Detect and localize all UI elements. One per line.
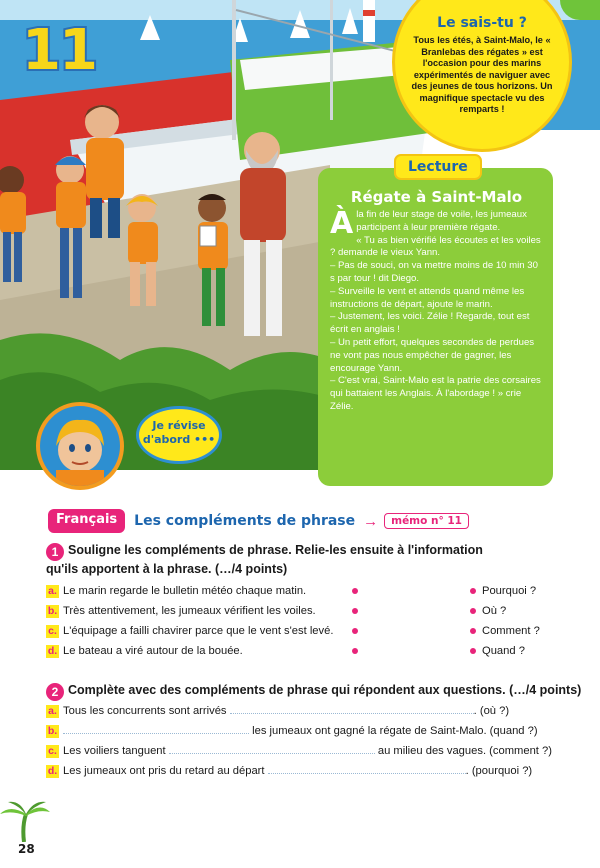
item-sentence[interactable]: Le bateau a viré autour de la bouée.: [63, 645, 243, 657]
exercise-1-item: [46, 643, 243, 659]
sentence-start: Tous les concurrents sont arrivés: [63, 705, 227, 717]
reading-intro: la fin de leur stage de voile, les jumeaux participent à leur première régate.: [356, 209, 527, 233]
exercise-2-item: [46, 743, 552, 759]
item-letter: c.: [46, 625, 59, 638]
sentence-end: . (pourquoi ?): [465, 765, 533, 777]
exercise-2-points: (…/4 points): [509, 683, 582, 697]
item-sentence[interactable]: Très attentivement, les jumeaux vérifient les voiles.: [63, 605, 316, 617]
match-dot-left[interactable]: [352, 608, 358, 614]
sentence-end: . (où ?): [473, 705, 510, 717]
item-letter: a.: [46, 585, 59, 598]
match-dot-left[interactable]: [352, 628, 358, 634]
exercise-2-item: [46, 703, 509, 719]
reading-paragraph: – Justement, les voici. Zélie ! Regarde, tout est écrit en anglais !: [330, 311, 530, 336]
match-answer: Pourquoi ?: [482, 585, 537, 597]
reading-paragraph: – Un petit effort, quelques secondes de perdues ne vont pas nous empêcher de gagner, les encourage Yann.: [330, 336, 535, 374]
match-answer: Quand ?: [482, 645, 525, 657]
item-letter: d.: [47, 765, 58, 777]
match-dot-left[interactable]: [352, 648, 358, 654]
reading-paragraph: – C'est vrai, Saint-Malo est la patrie des corsaires qui battaient les Anglais. À l'abordage ! » crie Zélie.: [330, 375, 541, 412]
answer-blank[interactable]: [230, 704, 474, 714]
exercise-1-title: [46, 542, 483, 577]
exercise-1-points: (…/4 points): [215, 562, 288, 576]
reading-paragraph: – Pas de souci, on va mettre moins de 10 min 30 s par tour ! dit Diego.: [330, 260, 538, 284]
sentence-end: les jumeaux ont gagné la régate de Saint-Malo. (quand ?): [252, 725, 538, 737]
sentence-end: au milieu des vagues. (comment ?): [377, 745, 552, 757]
reading-tab: Lecture: [394, 154, 482, 180]
page-number: 28: [18, 842, 35, 856]
item-letter: a.: [46, 705, 59, 718]
item-letter: c.: [46, 745, 59, 758]
item-sentence[interactable]: Le marin regarde le bulletin météo chaque matin.: [63, 585, 307, 597]
exercise-2-title: [46, 682, 581, 701]
exercise-1-line2: qu'ils apportent à la phrase.: [46, 562, 212, 576]
answer-blank[interactable]: [169, 744, 375, 754]
reading-title: Régate à Saint-Malo: [350, 188, 523, 206]
exercise-1-item: [46, 583, 306, 599]
answer-blank[interactable]: [268, 764, 466, 774]
section-title: Les compléments de phrase: [134, 513, 356, 529]
reading-text: [330, 206, 543, 414]
lesson-number: 11: [22, 18, 96, 83]
item-sentence[interactable]: L'équipage a failli chavirer parce que le vent s'est levé.: [63, 625, 334, 637]
match-dot-right[interactable]: [470, 608, 476, 614]
exercise-2-item: [46, 723, 538, 739]
match-dot-right[interactable]: [470, 648, 476, 654]
match-dot-left[interactable]: [352, 588, 358, 594]
reading-card: [318, 159, 553, 486]
exercise-2-instruction: Complète avec des compléments de phrase qui répondent aux questions.: [68, 683, 506, 697]
did-you-know-title: Le sais-tu ?: [437, 15, 527, 31]
revise-line2: d'abord •••: [142, 433, 216, 446]
girl-avatar-icon: [40, 406, 120, 486]
revise-line1: Je révise: [152, 419, 206, 432]
revise-bubble: [136, 406, 222, 464]
item-letter: b.: [47, 725, 58, 737]
item-letter: b.: [47, 605, 58, 617]
match-answer: Où ?: [482, 605, 507, 617]
match-dot-right[interactable]: [470, 588, 476, 594]
sentence-start: Les jumeaux ont pris du retard au départ: [63, 765, 265, 777]
arrow-right-icon: →: [363, 512, 379, 530]
answer-blank[interactable]: [63, 724, 249, 734]
girl-avatar: [36, 402, 124, 490]
section-header: [48, 508, 469, 534]
memo-reference[interactable]: mémo n° 11: [384, 513, 469, 529]
drop-cap: À: [330, 206, 354, 241]
palm-tree-icon: [0, 800, 50, 842]
exercise-1-line1: Souligne les compléments de phrase. Relie-les ensuite à l'information: [68, 543, 483, 557]
match-dot-right[interactable]: [470, 628, 476, 634]
exercise-2-item: [46, 763, 532, 779]
exercise-1-item: [46, 603, 316, 619]
exercise-number: 2: [46, 683, 64, 701]
sentence-start: Les voiliers tanguent: [63, 745, 166, 757]
item-letter: d.: [47, 645, 58, 657]
reading-paragraph: « Tu as bien vérifié les écoutes et les voiles ? demande le vieux Yann.: [330, 234, 541, 259]
match-answer: Comment ?: [482, 625, 540, 637]
did-you-know-text: Tous les étés, à Saint-Malo, le « Branlebas des régates » est l'occasion pour des marins expérimentés de naviguer avec des jeunes de tous horizons. Un magnifique spectacle vu des remparts !: [411, 35, 553, 114]
reading-paragraph: – Surveille le vent et attends quand même les instructions de départ, ajoute le marin.: [330, 285, 525, 310]
exercise-1-item: [46, 623, 333, 639]
exercise-number: 1: [46, 543, 64, 561]
subject-tag: Français: [48, 509, 125, 533]
